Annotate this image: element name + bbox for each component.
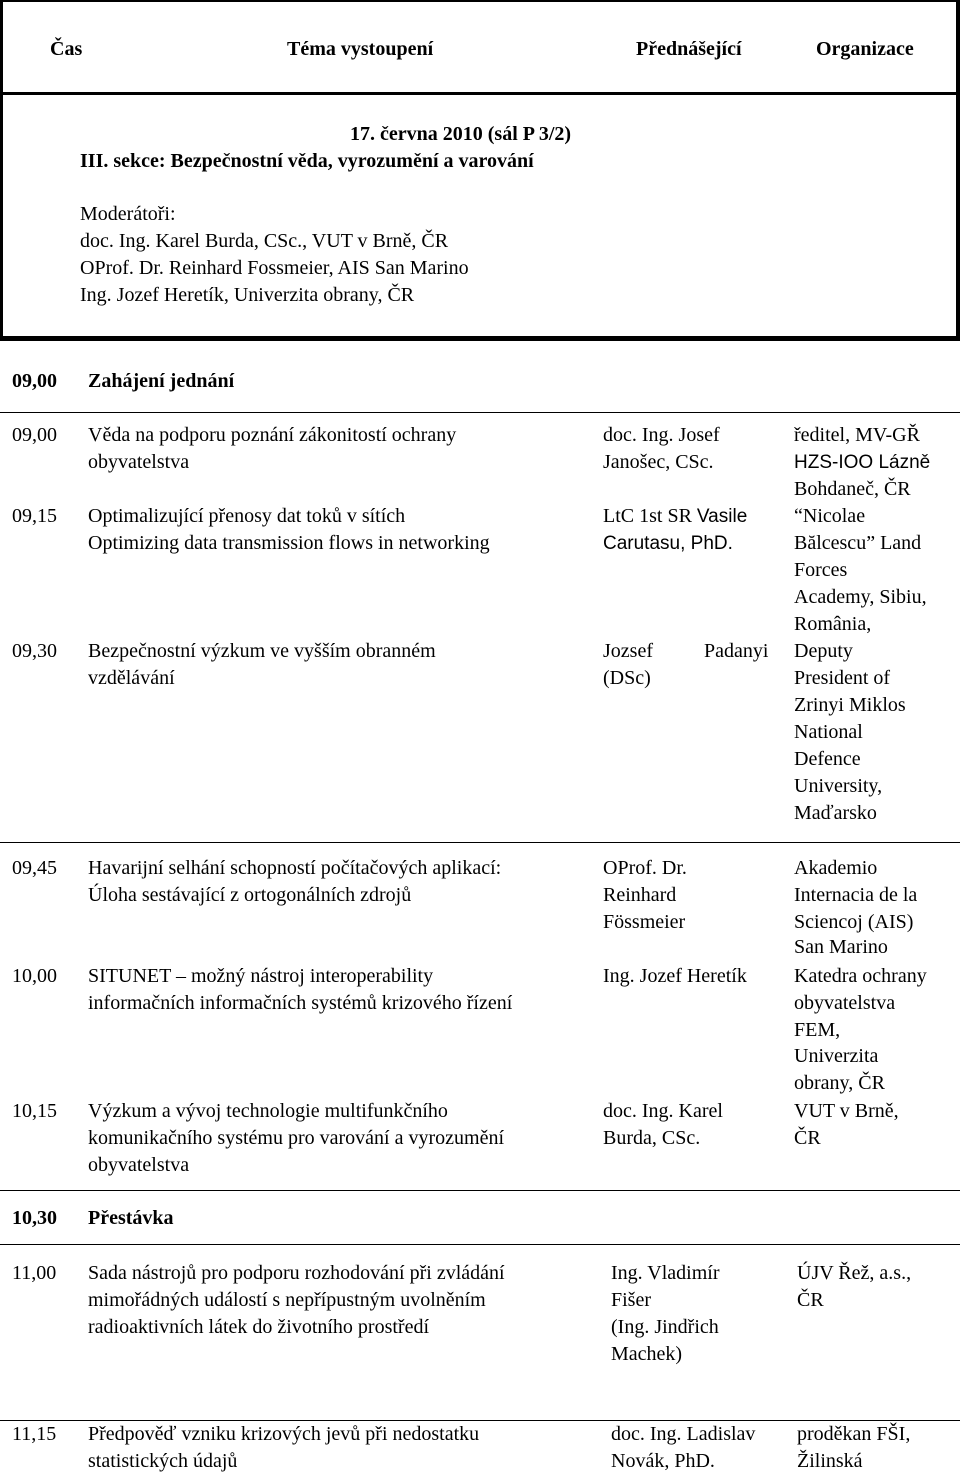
org-line: ÚJV Řež, a.s.,: [797, 1262, 912, 1284]
org-line: Bohdaneč, ČR: [794, 478, 911, 500]
speaker-surname: Padanyi: [704, 640, 769, 662]
header-time: Čas: [50, 38, 83, 60]
org-line: ČR: [797, 1289, 824, 1311]
talk-time: 09,15: [12, 505, 57, 527]
speaker-line: doc. Ing. Josef: [603, 424, 720, 446]
org-line: Žilinská: [797, 1450, 863, 1472]
opening-time: 09,00: [12, 370, 57, 392]
org-line: Maďarsko: [794, 802, 877, 824]
opening-title: Zahájení jednání: [88, 370, 235, 392]
talk-topic-line: SITUNET – možný nástroj interoperability: [88, 965, 434, 987]
talk-topic-line: vzdělávání: [88, 667, 175, 689]
talk-time: 10,15: [12, 1100, 57, 1122]
break-separator: [0, 1244, 960, 1245]
org-line: National: [794, 721, 863, 743]
speaker-line: Janošec, CSc.: [603, 451, 714, 473]
talk-topic-line: Předpověď vzniku krizových jevů při nedostatku: [88, 1423, 480, 1445]
talk-time: 10,00: [12, 965, 57, 987]
header-speaker: Přednášející: [636, 38, 742, 60]
opening-separator: [0, 412, 960, 413]
org-line: Academy, Sibiu,: [794, 586, 927, 608]
speaker-line: Machek): [611, 1343, 683, 1365]
header-organization: Organizace: [816, 38, 914, 60]
org-line: Zrinyi Miklos: [794, 694, 906, 716]
org-line: President of: [794, 667, 891, 689]
talk-topic-line: obyvatelstva: [88, 451, 190, 473]
talk-topic-line: Optimalizující přenosy dat toků v sítích: [88, 505, 406, 527]
session-date: 17. června 2010 (sál P 3/2): [350, 123, 572, 145]
speaker-line: doc. Ing. Karel: [603, 1100, 723, 1122]
speaker-line: (Ing. Jindřich: [611, 1316, 719, 1338]
border-top: [0, 0, 960, 2]
org-line: obyvatelstva: [794, 992, 896, 1014]
talk-topic-line: Havarijní selhání schopností počítačových aplikací:: [88, 857, 502, 879]
org-line: Sciencoj (AIS): [794, 911, 914, 933]
speaker-line: [603, 503, 747, 530]
moderators-label: Moderátoři:: [80, 203, 176, 225]
talk-topic-line: informačních informačních systémů krizového řízení: [88, 992, 513, 1014]
speaker-line: Novák, PhD.: [611, 1450, 715, 1472]
org-line: VUT v Brně,: [794, 1100, 899, 1122]
border-right: [956, 0, 960, 341]
speaker-line: Ing. Vladimír: [611, 1262, 720, 1284]
org-line: “Nicolae: [794, 505, 866, 527]
speaker-line: Ing. Jozef Heretík: [603, 965, 747, 987]
talk-time: 11,15: [12, 1423, 57, 1445]
speaker-line: (DSc): [603, 667, 651, 689]
block1-separator: [0, 842, 960, 843]
block2-separator: [0, 1190, 960, 1191]
header-separator: [0, 92, 960, 95]
org-line: Internacia de la: [794, 884, 918, 906]
org-line: Akademio: [794, 857, 878, 879]
speaker-line: Carutasu, PhD.: [603, 533, 733, 554]
session-separator: [0, 336, 960, 341]
talk-topic-line: Optimizing data transmission flows in networking: [88, 532, 490, 554]
speaker-line: Fišer: [611, 1289, 651, 1311]
talk-time: 09,45: [12, 857, 57, 879]
border-left: [0, 0, 3, 341]
speaker-line: doc. Ing. Ladislav: [611, 1423, 756, 1445]
talk-topic-line: radioaktivních látek do životního prostředí: [88, 1316, 430, 1338]
moderator-3: Ing. Jozef Heretík, Univerzita obrany, ČR: [80, 284, 415, 306]
moderator-1: doc. Ing. Karel Burda, CSc., VUT v Brně, ČR: [80, 230, 449, 252]
talk-topic-line: Věda na podporu poznání zákonitostí ochrany: [88, 424, 457, 446]
talk-time: 09,30: [12, 640, 57, 662]
talk-topic-line: Výzkum a vývoj technologie multifunkčního: [88, 1100, 448, 1122]
header-topic: Téma vystoupení: [287, 38, 434, 60]
talk-topic-line: Sada nástrojů pro podporu rozhodování při zvládání: [88, 1262, 505, 1284]
session-title: III. sekce: Bezpečnostní věda, vyrozumění a varování: [80, 150, 534, 172]
org-line: Deputy: [794, 640, 853, 662]
break-title: Přestávka: [88, 1207, 174, 1229]
talk-time: 09,00: [12, 424, 57, 446]
moderator-2: OProf. Dr. Reinhard Fossmeier, AIS San Marino: [80, 257, 469, 279]
org-line: Univerzita: [794, 1045, 879, 1067]
talk-topic-line: mimořádných událostí s nepřípustným uvolněním: [88, 1289, 486, 1311]
talk-topic-line: Úloha sestávající z ortogonálních zdrojů: [88, 884, 412, 906]
talk-topic-line: statistických údajů: [88, 1450, 238, 1472]
speaker-firstname: Vasile: [696, 506, 748, 527]
org-line: România,: [794, 613, 872, 635]
org-line: ČR: [794, 1127, 821, 1149]
break-time: 10,30: [12, 1207, 57, 1229]
speaker-line: OProf. Dr.: [603, 857, 687, 879]
talk-topic-line: komunikačního systému pro varování a vyrozumění: [88, 1127, 505, 1149]
org-line: HZS-IOO Lázně: [794, 452, 931, 473]
org-line: ředitel, MV-GŘ: [794, 424, 920, 446]
org-line: University,: [794, 775, 883, 797]
speaker-line: Fössmeier: [603, 911, 686, 933]
org-line: Defence: [794, 748, 861, 770]
speaker-line: Reinhard: [603, 884, 677, 906]
org-line: FEM,: [794, 1019, 841, 1041]
speaker-rank: LtC 1st SR: [603, 505, 692, 527]
org-line: obrany, ČR: [794, 1072, 885, 1094]
org-line: San Marino: [794, 936, 888, 958]
org-line: Forces: [794, 559, 848, 581]
speaker-firstname: Jozsef: [603, 640, 653, 662]
talk-time: 11,00: [12, 1262, 57, 1284]
org-line: Katedra ochrany: [794, 965, 927, 987]
speaker-line: Burda, CSc.: [603, 1127, 701, 1149]
org-line: Bălcescu” Land: [794, 532, 922, 554]
talk-topic-line: obyvatelstva: [88, 1154, 190, 1176]
org-line: proděkan FŠI,: [797, 1423, 911, 1445]
talk-topic-line: Bezpečnostní výzkum ve vyšším obranném: [88, 640, 436, 662]
